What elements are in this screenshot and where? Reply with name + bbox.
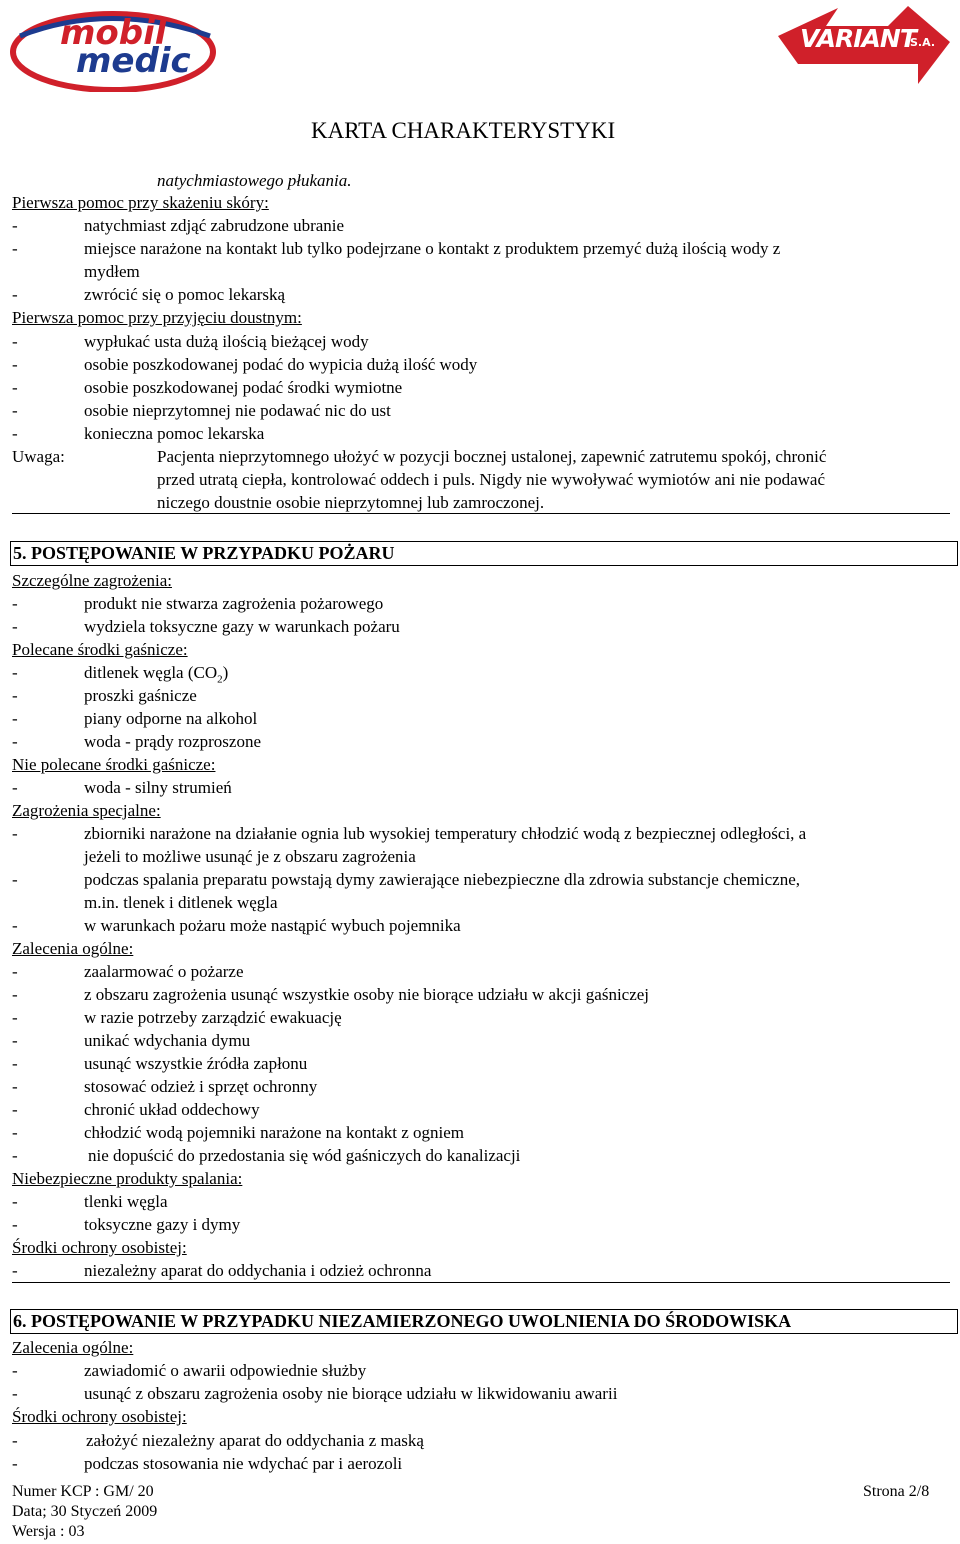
recommended-heading: Polecane środki gaśnicze: [12,640,188,659]
variant-logo [768,2,952,86]
skin-heading: Pierwsza pomoc przy skażeniu skóry: [12,193,269,212]
divider [12,1282,950,1283]
note-line: Pacjenta nieprzytomnego ułożyć w pozycji bocznej ustalonej, zapewnić zatrutemu spokój, chronić [157,447,827,466]
logo-right-main: VARIANT [800,24,916,53]
s6-general-heading: Zalecenia ogólne: [12,1338,134,1357]
section-5-title: 5. POSTĘPOWANIE W PRZYPADKU POŻARU [13,543,395,563]
general-heading: Zalecenia ogólne: [12,939,134,958]
oral-heading: Pierwsza pomoc przy przyjęciu doustnym: [12,308,302,327]
threats-heading: Szczególne zagrożenia: [12,571,172,590]
logo-right-suffix: S.A. [910,36,935,49]
footer-page: Strona 2/8 [863,1483,930,1500]
s6-ppe-heading: Środki ochrony osobistej: [12,1407,187,1426]
ppe-heading: Środki ochrony osobistej: [12,1238,187,1257]
special-heading: Zagrożenia specjalne: [12,801,161,820]
note-label: Uwaga: [12,447,65,466]
combustion-heading: Niebezpieczne produkty spalania: [12,1169,243,1188]
mobilmedic-logo [10,6,216,92]
section-6-title: 6. POSTĘPOWANIE W PRZYPADKU NIEZAMIERZONEGO UWOLNIENIA DO ŚRODOWISKA [13,1311,792,1331]
logo-left-line1: mobil [60,13,167,53]
note-line: przed utratą ciepła, kontrolować oddech i puls. Nigdy nie wywoływać wymiotów ani nie podawać [157,470,825,489]
note-line: niczego doustnie osobie nieprzytomnej lub zamroczonej. [157,493,545,512]
page-title: KARTA CHARAKTERYSTYKI [311,118,616,143]
first-line: natychmiastowego płukania. [157,171,352,190]
footer-date: Data; 30 Styczeń 2009 [12,1503,158,1520]
not-recommended-heading: Nie polecane środki gaśnicze: [12,755,216,774]
logo-left-line2: medic [76,41,191,81]
divider [12,513,950,514]
footer-version: Wersja : 03 [12,1523,85,1540]
footer-number: Numer KCP : GM/ 20 [12,1483,154,1500]
